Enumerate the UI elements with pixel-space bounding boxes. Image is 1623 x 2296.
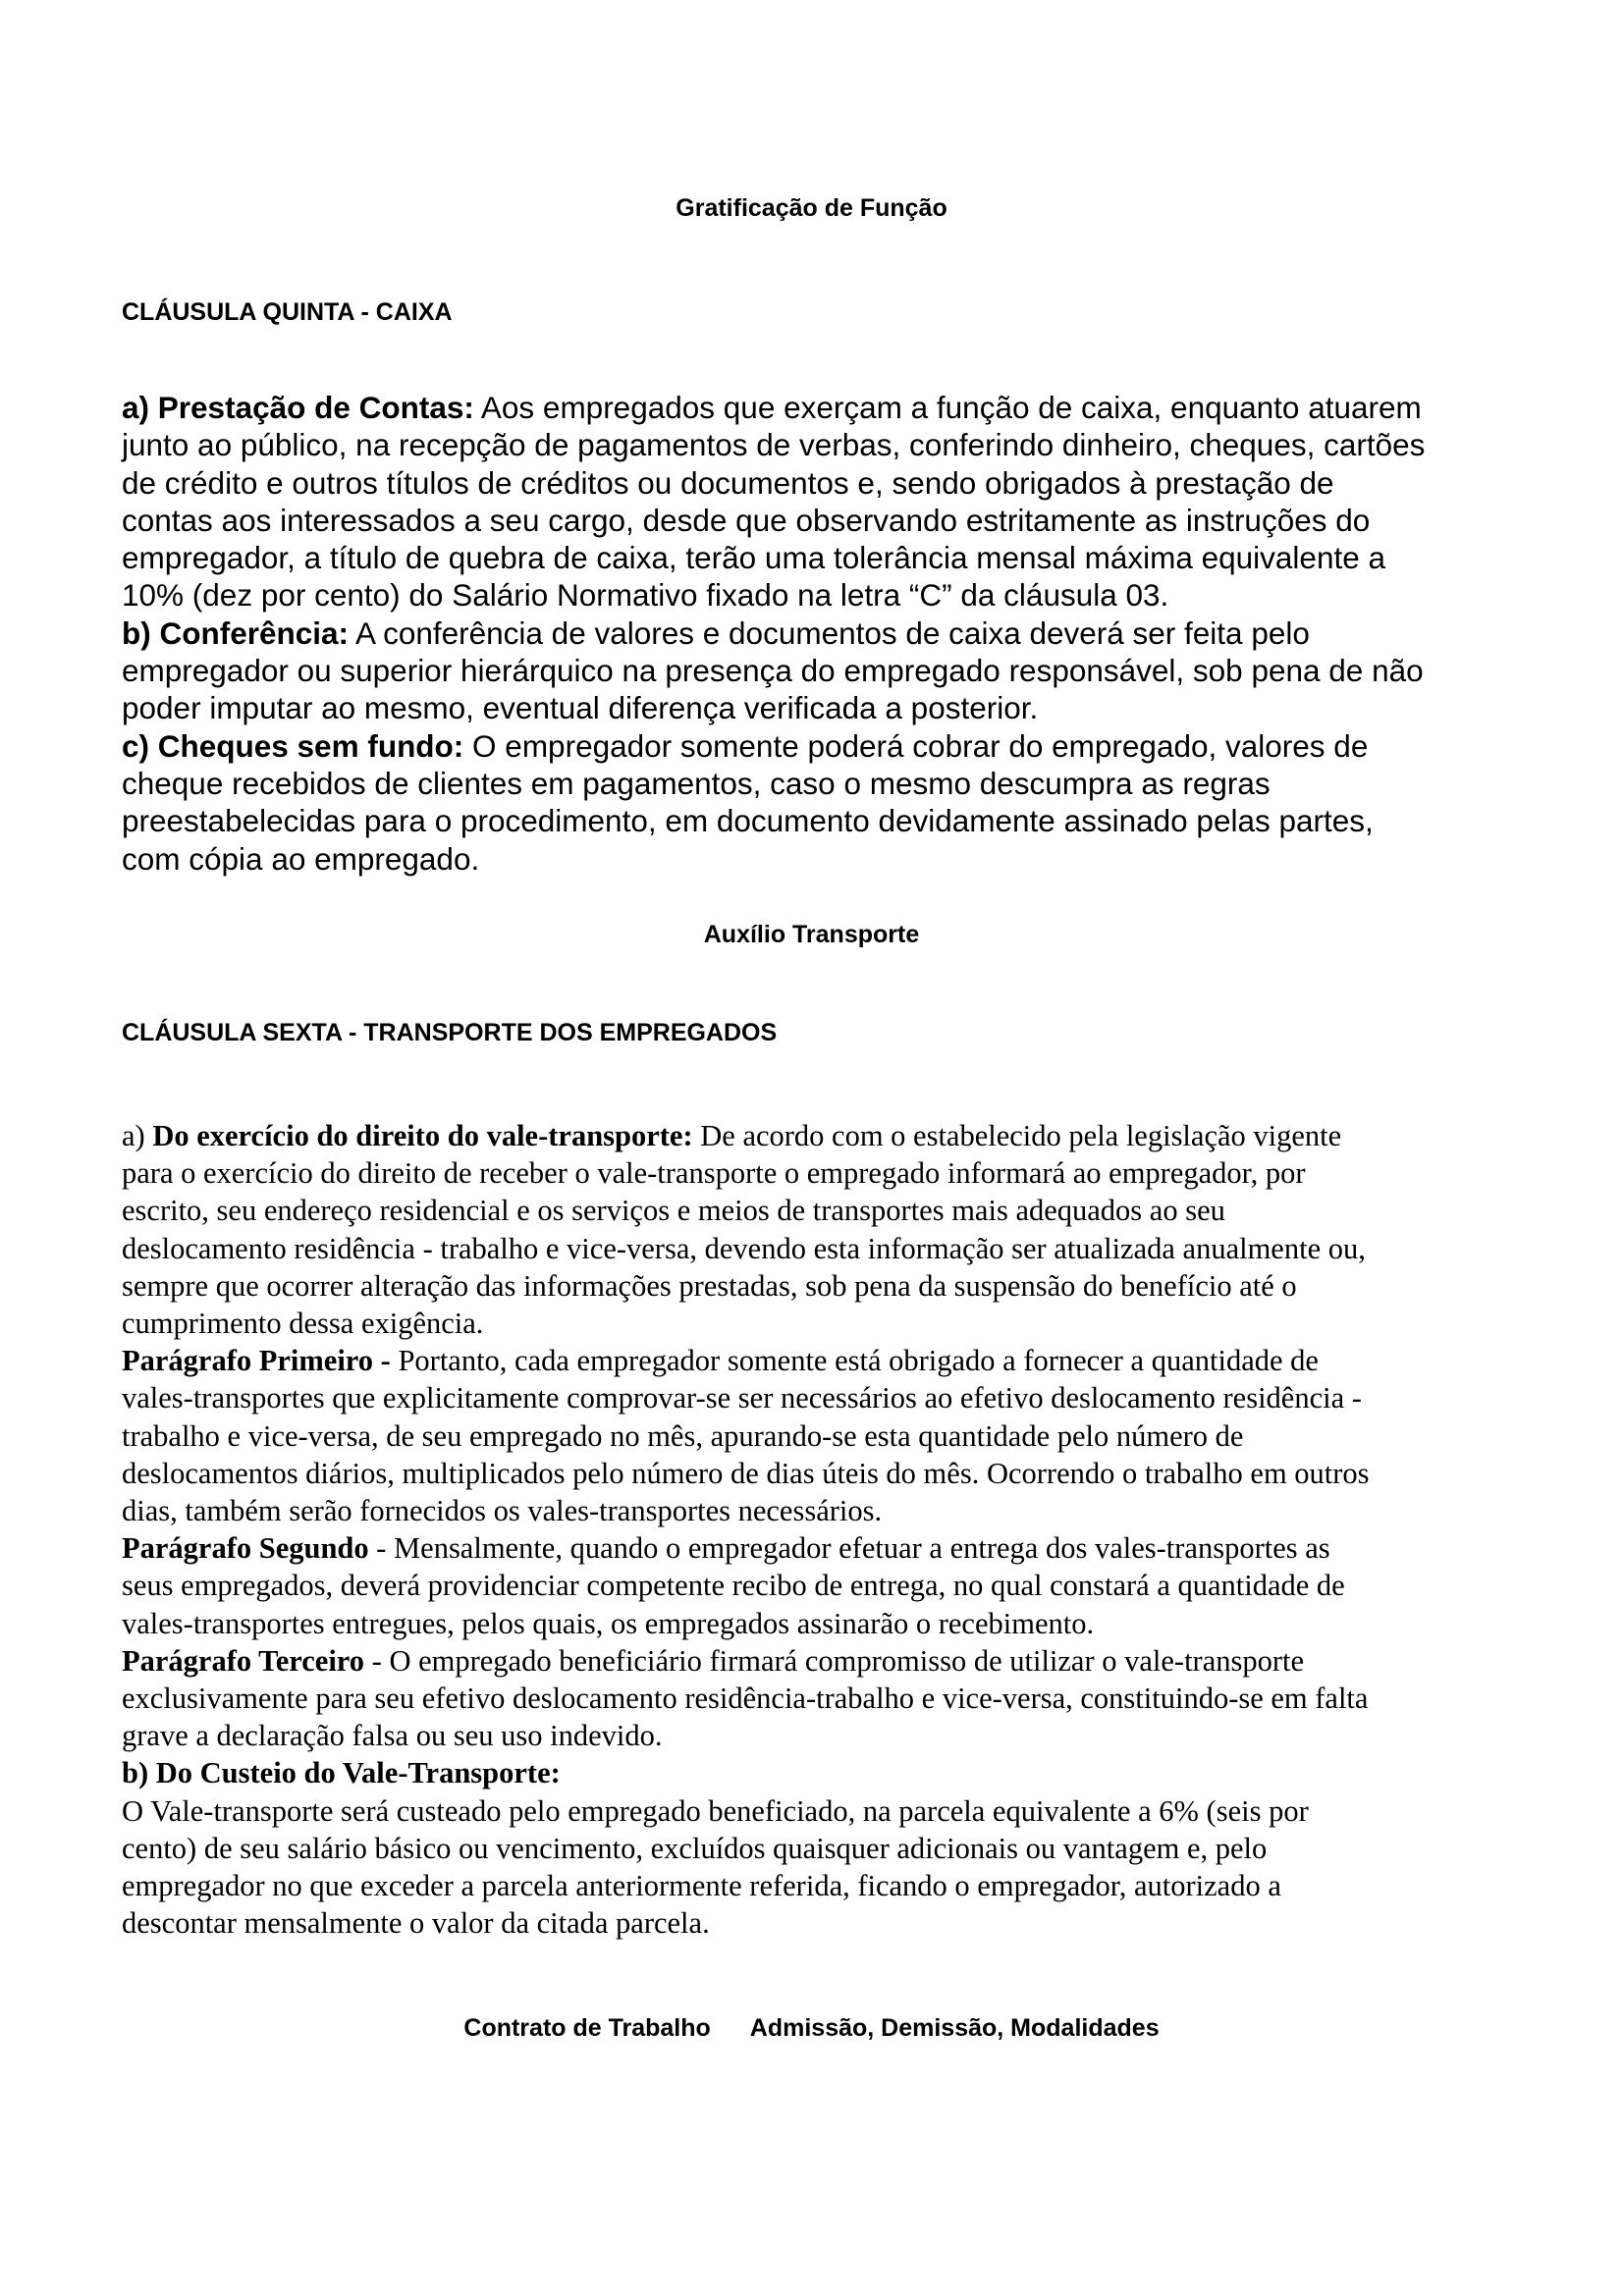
- paragraph-line: a) Prestação de Contas: Aos empregados que exerçam a função de caixa, enquanto atuarem: [122, 390, 1422, 425]
- paragraph-line: descontar mensalmente o valor da citada parcela.: [122, 1906, 710, 1941]
- paragraph-line: c) Cheques sem fundo: O empregador somente poderá cobrar do empregado, valores de: [122, 727, 1369, 764]
- paragraph-line: cumprimento dessa exigência.: [122, 1307, 484, 1341]
- paragraph-line: Parágrafo Terceiro - O empregado beneficiário firmará compromisso de utilizar o vale-transporte: [122, 1643, 1305, 1678]
- paragraph-line: empregador ou superior hierárquico na presença do empregado responsável, sob pena de não: [122, 653, 1424, 689]
- item-b-label: b) Conferência:: [122, 614, 350, 651]
- paragrafo-terceiro-label: Parágrafo Terceiro: [122, 1643, 365, 1678]
- paragraph-line: O Vale-transporte será custeado pelo empregado beneficiado, na parcela equivalente a 6% (seis por: [122, 1793, 1309, 1828]
- paragraph-line: cento) de seu salário básico ou vencimento, excluídos quaisquer adicionais ou vantagem e, pelo: [122, 1831, 1268, 1865]
- paragrafo-primeiro-label: Parágrafo Primeiro -: [122, 1344, 391, 1378]
- item-c-label: c) Cheques sem fundo:: [122, 727, 464, 764]
- paragraph-line: sempre que ocorrer alteração das informações prestadas, sob pena da suspensão do benefício até o: [122, 1268, 1297, 1303]
- paragraph-line: contas aos interessados a seu cargo, desde que observando estritamente as instruções do: [122, 502, 1371, 538]
- paragrafo-segundo-label: Parágrafo Segundo: [122, 1531, 369, 1566]
- clausula-quinta-title: CLÁUSULA QUINTA - CAIXA: [122, 298, 453, 326]
- paragraph-line: empregador, a título de quebra de caixa, terão uma tolerância mensal máxima equivalente a: [122, 540, 1386, 576]
- paragraph-line: dias, também serão fornecidos os vales-transportes necessários.: [122, 1494, 883, 1528]
- section-heading-gratificacao: Gratificação de Função: [676, 194, 947, 222]
- item-a-label: a) Prestação de Contas:: [122, 390, 474, 425]
- paragraph-line: Parágrafo Segundo - Mensalmente, quando o empregador efetuar a entrega dos vales-transportes as: [122, 1531, 1330, 1566]
- paragraph-line: preestabelecidas para o procedimento, em documento devidamente assinado pelas partes,: [122, 803, 1374, 839]
- section-heading-auxilio: Auxílio Transporte: [703, 921, 920, 948]
- paragraph-line: deslocamento residência - trabalho e vice-versa, devendo esta informação ser atualizada anualmente ou,: [122, 1231, 1366, 1265]
- paragraph-line: de crédito e outros títulos de créditos ou documentos e, sendo obrigados à prestação de: [122, 464, 1334, 501]
- paragraph-line: junto ao público, na recepção de pagamentos de verbas, conferindo dinheiro, cheques, cartões: [122, 427, 1426, 463]
- paragraph-line: trabalho e vice-versa, de seu empregado no mês, apurando-se esta quantidade pelo número de: [122, 1418, 1244, 1453]
- contrato-heading-left: Contrato de Trabalho: [463, 2014, 711, 2042]
- paragraph-line: poder imputar ao mesmo, eventual diferença verificada a posterior.: [122, 690, 1039, 726]
- paragraph-line: vales-transportes que explicitamente comprovar-se ser necessários ao efetivo deslocamento residência -: [122, 1381, 1362, 1415]
- paragraph-line: com cópia ao empregado.: [122, 840, 480, 877]
- item-a-label: Do exercício do direito do vale-transporte:: [152, 1119, 693, 1152]
- paragraph-line: Parágrafo Primeiro - Portanto, cada empregador somente está obrigado a fornecer a quantidade de: [122, 1344, 1319, 1378]
- paragraph-line: [122, 1754, 1506, 1791]
- paragraph-line: grave a declaração falsa ou seu uso indevido.: [122, 1719, 663, 1753]
- paragraph-line: vales-transportes entregues, pelos quais, os empregados assinarão o recebimento.: [122, 1606, 1095, 1640]
- clausula-sexta-body: [122, 1117, 1506, 1942]
- paragraph-line: seus empregados, deverá providenciar competente recibo de entrega, no qual constará a quantidade de: [122, 1569, 1345, 1603]
- paragraph-line: deslocamentos diários, multiplicados pelo número de dias úteis do mês. Ocorrendo o trabalho em outros: [122, 1456, 1370, 1490]
- paragraph-line: empregador no que exceder a parcela anteriormente referida, ficando o empregador, autorizado a: [122, 1869, 1281, 1903]
- paragraph-line: b) Conferência: A conferência de valores e documentos de caixa deverá ser feita pelo: [122, 614, 1310, 651]
- clausula-quinta-body: [122, 389, 1506, 878]
- paragraph-line: para o exercício do direito de receber o vale-transporte o empregado informará ao empregador, por: [122, 1156, 1306, 1191]
- clausula-sexta-title: CLÁUSULA SEXTA - TRANSPORTE DOS EMPREGADOS: [122, 1019, 778, 1046]
- section-heading-contrato: [0, 2014, 1623, 2043]
- paragraph-line: a) Do exercício do direito do vale-transporte: De acordo com o estabelecido pela legislação vigente: [122, 1119, 1342, 1152]
- paragraph-line: 10% (dez por cento) do Salário Normativo fixado na letra “C” da cláusula 03.: [122, 577, 1169, 614]
- item-b-label: b) Do Custeio do Vale-Transporte:: [122, 1756, 561, 1790]
- paragraph-line: cheque recebidos de clientes em pagamentos, caso o mesmo descumpra as regras: [122, 765, 1271, 801]
- paragraph-line: exclusivamente para seu efetivo deslocamento residência-trabalho e vice-versa, constituindo-se em falta: [122, 1682, 1369, 1716]
- contrato-heading-right: Admissão, Demissão, Modalidades: [749, 2014, 1160, 2042]
- paragraph-line: escrito, seu endereço residencial e os serviços e meios de transportes mais adequados ao seu: [122, 1194, 1225, 1228]
